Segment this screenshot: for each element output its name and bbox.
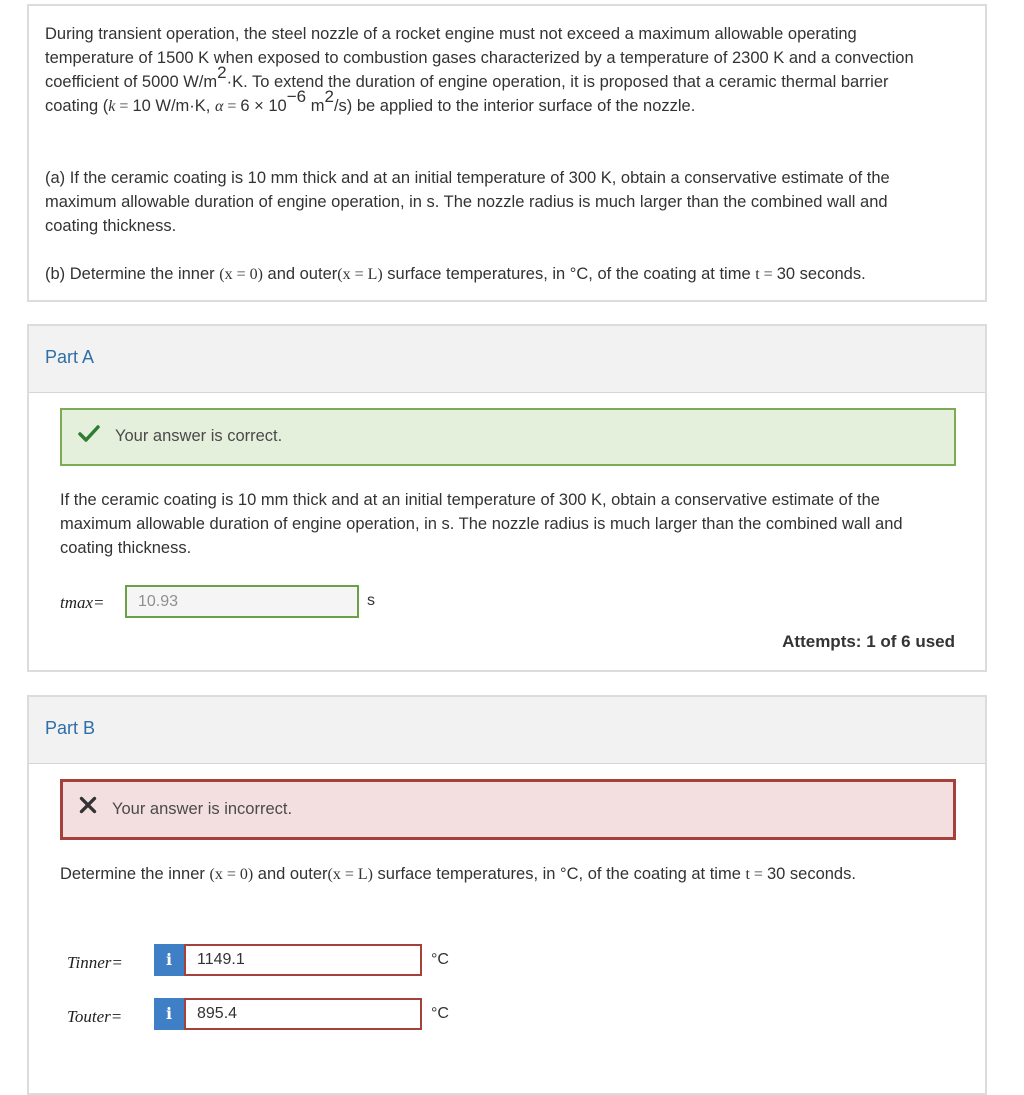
- touter-input[interactable]: 895.4: [184, 998, 422, 1030]
- part-b-header[interactable]: [29, 697, 985, 764]
- part-a-question-line-1: If the ceramic coating is 10 mm thick and at an initial temperature of 300 K, obtain a conservative estimate of the: [60, 491, 880, 509]
- part-a-question-line-3: coating thickness.: [60, 539, 192, 557]
- part-a-title: Part A: [45, 347, 95, 367]
- cross-icon: [79, 796, 97, 814]
- incorrect-feedback: [60, 779, 956, 840]
- attempts-counter: Attempts: 1 of 6 used: [782, 632, 955, 651]
- part-b-card: [27, 695, 987, 1095]
- problem-line-3: coefficient of 5000 W/m2·K. To extend the duration of engine operation, it is proposed that a ceramic thermal barrier: [45, 63, 889, 91]
- tinner-label: Tinner=: [67, 953, 123, 972]
- part-b-title: Part B: [45, 718, 96, 738]
- problem-line-1: During transient operation, the steel nozzle of a rocket engine must not exceed a maximum allowable operating: [45, 25, 857, 43]
- question-a-line-3: coating thickness.: [45, 217, 177, 235]
- touter-unit: °C: [431, 1005, 449, 1022]
- problem-line-2: temperature of 1500 K when exposed to combustion gases characterized by a temperature of 2300 K and a convection: [45, 49, 914, 67]
- touter-info-icon[interactable]: i: [154, 998, 184, 1030]
- tmax-label: tmax=: [60, 593, 105, 612]
- part-a-card: [27, 324, 987, 672]
- problem-line-4: coating (k = 10 W/m·K, α = 6 × 10−6 m2/s) be applied to the interior surface of the nozzle.: [45, 87, 696, 115]
- tmax-input[interactable]: 10.93: [125, 585, 359, 618]
- tinner-input[interactable]: 1149.1: [184, 944, 422, 976]
- correct-feedback: [60, 408, 956, 466]
- question-a-line-2: maximum allowable duration of engine operation, in s. The nozzle radius is much larger than the combined wall and: [45, 193, 888, 211]
- part-a-question-line-2: maximum allowable duration of engine operation, in s. The nozzle radius is much larger than the combined wall and: [60, 515, 903, 533]
- question-a-line-1: (a) If the ceramic coating is 10 mm thick and at an initial temperature of 300 K, obtain a conservative estimate of the: [45, 169, 890, 187]
- checkmark-icon: [78, 423, 100, 445]
- tmax-unit: s: [367, 592, 375, 609]
- tinner-unit: °C: [431, 951, 449, 968]
- incorrect-feedback-text: Your answer is incorrect.: [112, 800, 293, 818]
- problem-statement: [27, 4, 987, 302]
- part-a-header[interactable]: [29, 326, 985, 393]
- tinner-info-icon[interactable]: i: [154, 944, 184, 976]
- question-b-line: (b) Determine the inner (x = 0) and outer(x = L) surface temperatures, in °C, of the coating at time t = 30 seconds.: [45, 265, 866, 283]
- touter-label: Touter=: [67, 1007, 123, 1026]
- part-b-question: Determine the inner (x = 0) and outer(x = L) surface temperatures, in °C, of the coating at time t = 30 seconds.: [60, 865, 856, 883]
- correct-feedback-text: Your answer is correct.: [115, 427, 283, 445]
